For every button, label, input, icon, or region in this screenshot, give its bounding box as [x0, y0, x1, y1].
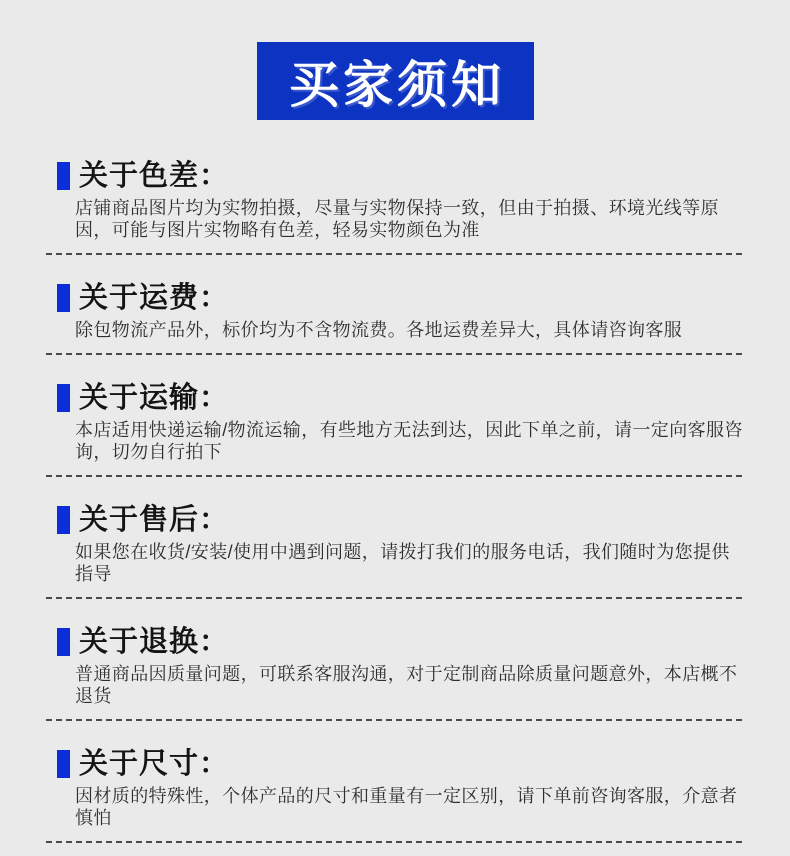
notice-section-transport [0, 382, 790, 477]
page-title: 买家须知 [289, 57, 505, 113]
blue-tick-marker [57, 750, 70, 778]
notice-section-color-difference [0, 160, 790, 255]
notice-section-shipping-fee [0, 282, 790, 355]
section-heading: 关于售后： [79, 504, 230, 536]
blue-tick-marker [57, 506, 70, 534]
section-header [57, 504, 790, 536]
blue-tick-marker [57, 284, 70, 312]
blue-tick-marker [57, 628, 70, 656]
section-body: 因材质的特殊性，个体产品的尺寸和重量有一定区别，请下单前咨询客服，介意者慎怕 [75, 786, 738, 828]
notice-section-size [0, 748, 790, 843]
dashed-divider [46, 719, 742, 721]
section-heading: 关于色差： [79, 160, 230, 192]
section-header [57, 282, 790, 314]
section-header [57, 382, 790, 414]
section-heading: 关于运输： [79, 382, 230, 414]
blue-tick-marker [57, 162, 70, 190]
notice-section-after-sales [0, 504, 790, 599]
dashed-divider [46, 597, 742, 599]
dashed-divider [46, 475, 742, 477]
notice-list [0, 160, 790, 843]
blue-tick-marker [57, 384, 70, 412]
section-heading: 关于退换： [79, 626, 230, 658]
dashed-divider [46, 353, 742, 355]
section-body: 除包物流产品外，标价均为不含物流费。各地运费差异大，具体请咨询客服 [75, 320, 683, 340]
section-heading: 关于尺寸： [79, 748, 230, 780]
section-header [57, 748, 790, 780]
section-body: 普通商品因质量问题，可联系客服沟通，对于定制商品除质量问题意外，本店概不退货 [75, 664, 738, 706]
section-heading: 关于运费： [79, 282, 230, 314]
section-body: 如果您在收货/安装/使用中遇到问题，请拨打我们的服务电话，我们随时为您提供指导 [75, 542, 730, 584]
notice-section-returns [0, 626, 790, 721]
section-header [57, 626, 790, 658]
section-header [57, 160, 790, 192]
section-body: 店铺商品图片均为实物拍摄，尽量与实物保持一致，但由于拍摄、环境光线等原因，可能与图片实物略有色差，轻易实物颜色为准 [75, 198, 719, 240]
dashed-divider [46, 253, 742, 255]
buyer-notice-banner [257, 42, 534, 120]
section-body: 本店适用快递运输/物流运输，有些地方无法到达，因此下单之前，请一定向客服咨询，切勿自行拍下 [75, 420, 743, 462]
dashed-divider [46, 841, 742, 843]
